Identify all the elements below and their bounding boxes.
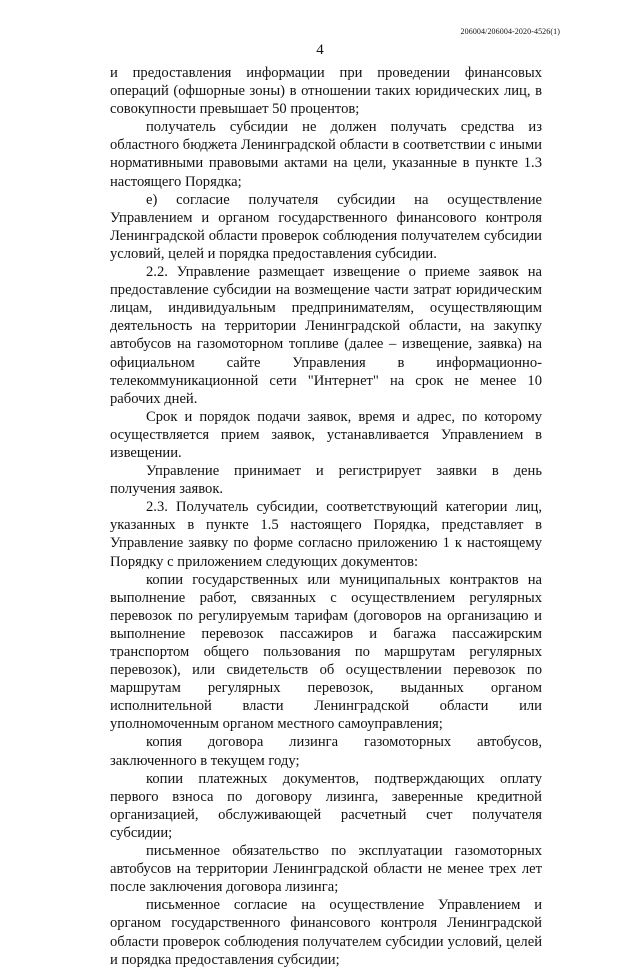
paragraph-consent-inspections: е) согласие получателя субсидии на осуществление Управлением и органом государственного финансового контроля Ленинградской области проверок соблюдения получателем субсидии условий, целей и порядка предоставления субсидии. [110,191,542,262]
paragraph-offshore-continuation: и предоставления информации при проведении финансовых операций (офшорные зоны) в отношении таких юридических лиц, в совокупности превышает 50 процентов; [110,65,542,118]
document-id: 206004/206004-2020-4526(1) [460,27,560,36]
paragraph-2-2-notice: 2.2. Управление размещает извещение о приеме заявок на предоставление субсидии на возмещение части затрат юридическим лицам, индивидуальным предпринимателям, осуществляющим деятельность на территории Ленинградской области, на закупку автобусов на газомоторном топливе (далее – извещение, заявка) на официальном сайте Управления в информационно-телекоммуникационной сети "Интернет" на срок не менее 10 рабочих дней. [110,264,542,407]
paragraph-registration: Управление принимает и регистрирует заявки в день получения заявок. [110,463,542,498]
paragraph-no-regional-funds: получатель субсидии не должен получать средства из областного бюджета Ленинградской области в соответствии с иными нормативными правовыми актами на цели, указанные в пункте 1.3 настоящего Порядка; [110,119,542,190]
paragraph-submission-terms: Срок и порядок подачи заявок, время и адрес, по которому осуществляется прием заявок, устанавливается Управлением в извещении. [110,408,542,461]
page-number: 4 [316,42,324,58]
document-body [110,64,542,969]
list-item-payment-documents: копии платежных документов, подтверждающих оплату первого взноса по договору лизинга, заверенные кредитной организацией, обслуживающей расчетный счет получателя субсидии; [110,770,542,841]
paragraph-2-3-application: 2.3. Получатель субсидии, соответствующий категории лиц, указанных в пункте 1.5 настоящего Порядка, представляет в Управление заявку по форме согласно приложению 1 к настоящему Порядку с приложением следующих документов: [110,499,542,570]
list-item-inspection-consent: письменное согласие на осуществление Управлением и органом государственного финансового контроля Ленинградской области проверок соблюдения получателем субсидии условий, целей и порядка предоставления субсидии; [110,897,542,968]
list-item-operation-obligation: письменное обязательство по эксплуатации газомоторных автобусов на территории Ленинградской области не менее трех лет после заключения договора лизинга; [110,843,542,896]
list-item-leasing-contract: копия договора лизинга газомоторных автобусов, заключенного в текущем году; [110,734,542,769]
list-item-contracts-copies: копии государственных или муниципальных контрактов на выполнение работ, связанных с осуществлением регулярных перевозок по регулируемым тарифам (договоров на организацию и выполнение перевозок пассажиров и багажа пассажирским транспортом общего пользования по маршрутам регулярных перевозок), или свидетельств об осуществлении перевозок по маршрутам регулярных перевозок, выданных органом исполнительной власти Ленинградской области или уполномоченным органом местного самоуправления; [110,571,542,733]
